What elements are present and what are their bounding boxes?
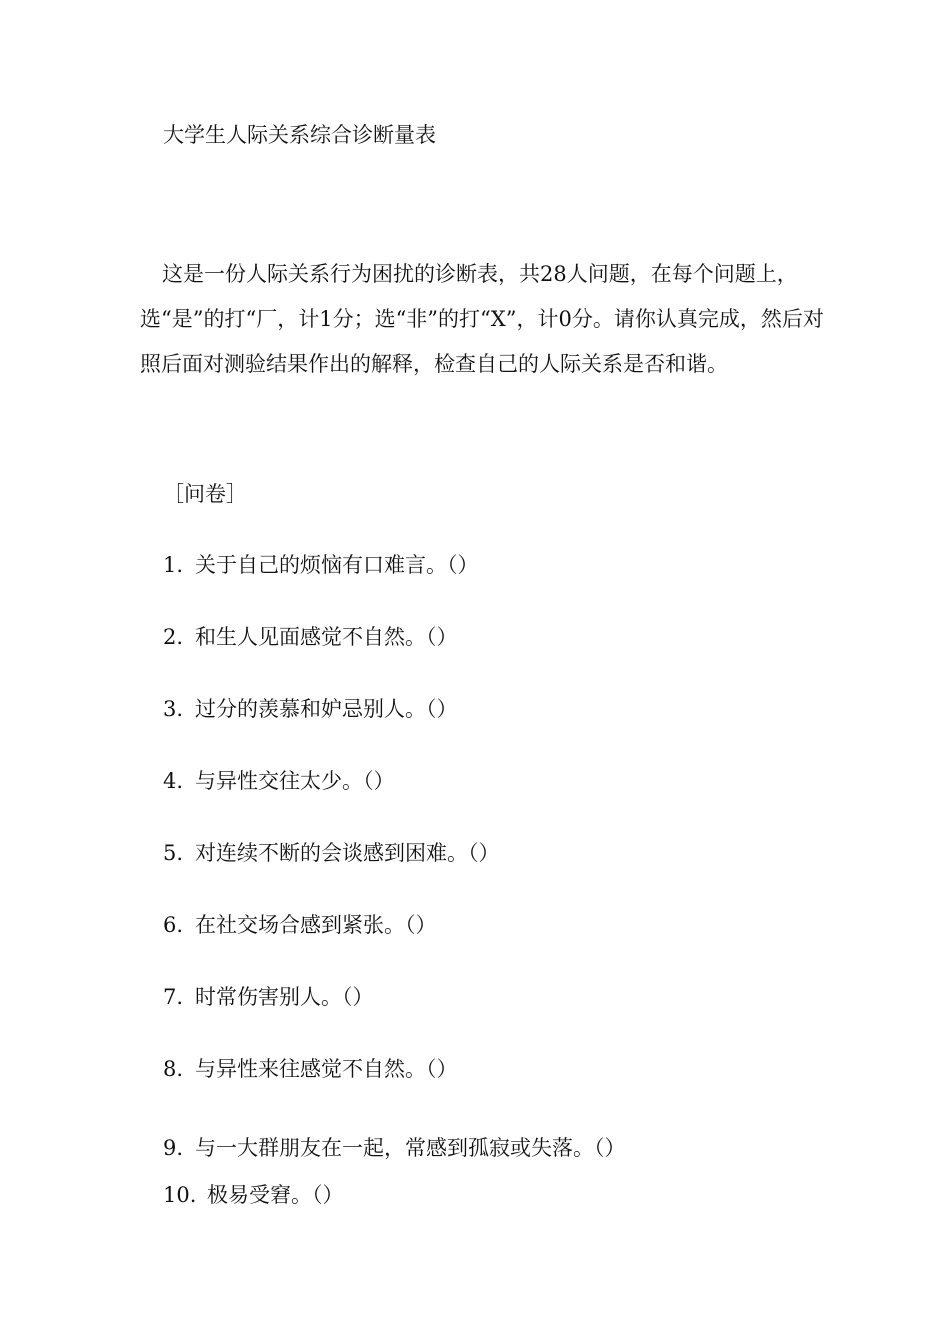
question-item (163, 766, 395, 796)
question-number: 10. (163, 1183, 197, 1207)
question-text: 与异性交往太少。（） (195, 769, 395, 793)
question-text: 在社交场合感到紧张。（） (195, 913, 437, 937)
intro-paragraph: 这是一份人际关系行为困扰的诊断表，共28人问题，在每个问题上，选“是”的打“厂，计1分；选“非”的打“X”，计0分。请你认真完成，然后对照后面对测验结果作出的解释，检查自己的人际关系是否和谐。 (140, 262, 824, 376)
question-text: 和生人见面感觉不自然。（） (195, 625, 458, 649)
question-text: 过分的羡慕和妒忌别人。（） (195, 697, 458, 721)
question-number: 5. (163, 841, 184, 865)
question-item (163, 1054, 458, 1084)
question-number: 7. (163, 985, 184, 1009)
question-item (163, 1180, 344, 1210)
question-text: 与一大群朋友在一起，常感到孤寂或失落。（） (195, 1136, 626, 1160)
question-number: 8. (163, 1057, 184, 1081)
question-number: 1. (163, 553, 184, 577)
document-title: 大学生人际关系综合诊断量表 (163, 123, 436, 147)
question-text: 关于自己的烦恼有口难言。（） (195, 553, 479, 577)
question-item (163, 982, 374, 1012)
question-text: 极易受窘。（） (207, 1183, 344, 1207)
question-item (163, 838, 500, 868)
question-text: 对连续不断的会谈感到困难。（） (195, 841, 500, 865)
question-number: 6. (163, 913, 184, 937)
question-number: 3. (163, 697, 184, 721)
question-number: 4. (163, 769, 184, 793)
question-text: 时常伤害别人。（） (195, 985, 374, 1009)
question-number: 2. (163, 625, 184, 649)
question-item (163, 622, 458, 652)
question-item (163, 1133, 626, 1163)
question-number: 9. (163, 1136, 184, 1160)
question-item (163, 694, 458, 724)
question-item (163, 550, 479, 580)
questionnaire-label: ［问卷］ (163, 482, 247, 506)
question-item (163, 910, 437, 940)
question-text: 与异性来往感觉不自然。（） (195, 1057, 458, 1081)
